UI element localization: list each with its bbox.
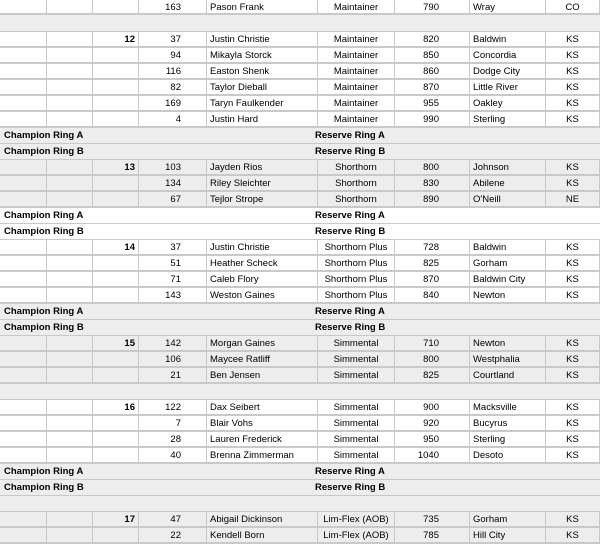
exhibitor-name-cell[interactable]: Riley Sleichter [207, 176, 318, 191]
blank-cell[interactable] [0, 32, 47, 47]
blank-cell[interactable] [47, 400, 93, 415]
class-number-cell[interactable] [93, 192, 139, 207]
breed-cell[interactable]: Simmental [318, 352, 395, 367]
class-number-cell[interactable] [93, 64, 139, 79]
ring-result-row [0, 480, 600, 496]
breed-cell[interactable]: Shorthorn [318, 160, 395, 175]
blank-cell[interactable] [47, 256, 93, 271]
state-cell[interactable]: KS [546, 48, 600, 63]
weight-cell[interactable]: 825 [395, 368, 470, 383]
exhibitor-number-cell[interactable]: 37 [139, 240, 207, 255]
blank-cell[interactable] [47, 432, 93, 447]
blank-cell[interactable] [47, 48, 93, 63]
exhibitor-name-cell[interactable]: Heather Scheck [207, 256, 318, 271]
blank-cell[interactable] [0, 80, 47, 95]
exhibitor-number-cell[interactable]: 37 [139, 32, 207, 47]
exhibitor-name-cell[interactable]: Justin Christie [207, 32, 318, 47]
exhibitor-number-cell[interactable]: 106 [139, 352, 207, 367]
blank-cell[interactable] [47, 288, 93, 303]
state-cell[interactable]: KS [546, 240, 600, 255]
exhibitor-number-cell[interactable]: 116 [139, 64, 207, 79]
ring-result-row [0, 224, 600, 240]
state-cell[interactable]: KS [546, 336, 600, 351]
exhibitor-number-cell[interactable]: 143 [139, 288, 207, 303]
ring-result-row [0, 128, 600, 144]
exhibitor-name-cell[interactable]: Taryn Faulkender [207, 96, 318, 111]
reserve-ring-label: Reserve Ring B [315, 226, 386, 237]
exhibitor-number-cell[interactable]: 94 [139, 48, 207, 63]
class-number-cell[interactable]: 16 [93, 400, 139, 415]
champion-ring-label: Champion Ring B [4, 322, 84, 333]
class-number-cell[interactable]: 15 [93, 336, 139, 351]
champion-ring-label: Champion Ring A [4, 210, 84, 221]
city-cell[interactable]: Johnson [470, 160, 546, 175]
blank-cell[interactable] [0, 160, 47, 175]
blank-cell[interactable] [47, 96, 93, 111]
city-cell[interactable]: Sterling [470, 112, 546, 127]
entry-row [0, 32, 600, 48]
weight-cell[interactable]: 785 [395, 528, 470, 543]
blank-cell[interactable] [47, 0, 93, 14]
weight-cell[interactable]: 830 [395, 176, 470, 191]
exhibitor-name-cell[interactable]: Ben Jensen [207, 368, 318, 383]
breed-cell[interactable]: Maintainer [318, 80, 395, 95]
spacer-row [0, 384, 600, 400]
ring-result-row [0, 304, 600, 320]
blank-cell[interactable] [47, 272, 93, 287]
city-cell[interactable]: Wray [470, 0, 546, 14]
class-number-cell[interactable] [93, 176, 139, 191]
entry-row [0, 288, 600, 304]
weight-cell[interactable]: 825 [395, 256, 470, 271]
blank-cell[interactable] [47, 160, 93, 175]
entry-row [0, 272, 600, 288]
exhibitor-number-cell[interactable]: 142 [139, 336, 207, 351]
champion-ring-label: Champion Ring B [4, 146, 84, 157]
class-number-cell[interactable]: 12 [93, 32, 139, 47]
class-number-cell[interactable] [93, 416, 139, 431]
champion-ring-label: Champion Ring A [4, 466, 84, 477]
breed-cell[interactable]: Maintainer [318, 48, 395, 63]
blank-cell[interactable] [0, 336, 47, 351]
entry-row [0, 176, 600, 192]
blank-cell[interactable] [0, 192, 47, 207]
class-number-cell[interactable] [93, 96, 139, 111]
breed-cell[interactable]: Simmental [318, 432, 395, 447]
champion-ring-label: Champion Ring A [4, 306, 84, 317]
exhibitor-name-cell[interactable]: Lauren Frederick [207, 432, 318, 447]
state-cell[interactable]: KS [546, 416, 600, 431]
blank-cell[interactable] [0, 112, 47, 127]
exhibitor-name-cell[interactable]: Taylor Dieball [207, 80, 318, 95]
weight-cell[interactable]: 920 [395, 416, 470, 431]
entry-row [0, 448, 600, 464]
reserve-ring-label: Reserve Ring B [315, 482, 386, 493]
state-cell[interactable]: KS [546, 64, 600, 79]
breed-cell[interactable]: Simmental [318, 368, 395, 383]
entry-row [0, 112, 600, 128]
blank-cell[interactable] [0, 256, 47, 271]
breed-cell[interactable]: Shorthorn Plus [318, 288, 395, 303]
city-cell[interactable]: Macksville [470, 400, 546, 415]
blank-cell[interactable] [47, 352, 93, 367]
city-cell[interactable]: Oakley [470, 96, 546, 111]
state-cell[interactable]: KS [546, 528, 600, 543]
entry-row [0, 368, 600, 384]
blank-cell[interactable] [0, 416, 47, 431]
blank-cell[interactable] [0, 288, 47, 303]
breed-cell[interactable]: Maintainer [318, 0, 395, 14]
state-cell[interactable]: KS [546, 352, 600, 367]
reserve-ring-label: Reserve Ring A [315, 130, 385, 141]
entry-row [0, 80, 600, 96]
state-cell[interactable]: KS [546, 112, 600, 127]
blank-cell[interactable] [0, 96, 47, 111]
class-number-cell[interactable] [93, 0, 139, 14]
exhibitor-number-cell[interactable]: 47 [139, 512, 207, 527]
city-cell[interactable]: Sterling [470, 432, 546, 447]
entry-row [0, 400, 600, 416]
exhibitor-number-cell[interactable]: 22 [139, 528, 207, 543]
city-cell[interactable]: Newton [470, 336, 546, 351]
reserve-ring-label: Reserve Ring A [315, 466, 385, 477]
breed-cell[interactable]: Maintainer [318, 32, 395, 47]
class-number-cell[interactable]: 17 [93, 512, 139, 527]
blank-cell[interactable] [47, 192, 93, 207]
blank-cell[interactable] [0, 400, 47, 415]
blank-cell[interactable] [0, 0, 47, 14]
exhibitor-number-cell[interactable]: 67 [139, 192, 207, 207]
exhibitor-number-cell[interactable]: 163 [139, 0, 207, 14]
weight-cell[interactable]: 890 [395, 192, 470, 207]
city-cell[interactable]: Baldwin [470, 32, 546, 47]
reserve-ring-label: Reserve Ring B [315, 146, 386, 157]
blank-cell[interactable] [47, 416, 93, 431]
class-number-cell[interactable] [93, 528, 139, 543]
class-number-cell[interactable] [93, 448, 139, 463]
weight-cell[interactable]: 800 [395, 160, 470, 175]
state-cell[interactable]: KS [546, 80, 600, 95]
exhibitor-name-cell[interactable]: Justin Hard [207, 112, 318, 127]
blank-cell[interactable] [47, 240, 93, 255]
breed-cell[interactable]: Simmental [318, 336, 395, 351]
breed-cell[interactable]: Shorthorn [318, 192, 395, 207]
breed-cell[interactable]: Simmental [318, 416, 395, 431]
entry-row [0, 160, 600, 176]
breed-cell[interactable]: Maintainer [318, 64, 395, 79]
blank-cell[interactable] [47, 112, 93, 127]
exhibitor-name-cell[interactable]: Easton Shenk [207, 64, 318, 79]
weight-cell[interactable]: 790 [395, 0, 470, 14]
blank-cell[interactable] [0, 272, 47, 287]
reserve-ring-label: Reserve Ring A [315, 306, 385, 317]
entry-row [0, 512, 600, 528]
entry-row [0, 432, 600, 448]
class-number-cell[interactable] [93, 272, 139, 287]
exhibitor-number-cell[interactable]: 103 [139, 160, 207, 175]
ring-result-row [0, 144, 600, 160]
exhibitor-name-cell[interactable]: Morgan Gaines [207, 336, 318, 351]
blank-cell[interactable] [47, 64, 93, 79]
city-cell[interactable]: Little River [470, 80, 546, 95]
breed-cell[interactable]: Maintainer [318, 96, 395, 111]
class-number-cell[interactable] [93, 112, 139, 127]
weight-cell[interactable]: 710 [395, 336, 470, 351]
ring-result-row [0, 320, 600, 336]
exhibitor-name-cell[interactable]: Blair Vohs [207, 416, 318, 431]
city-cell[interactable]: Dodge City [470, 64, 546, 79]
exhibitor-name-cell[interactable]: Caleb Flory [207, 272, 318, 287]
exhibitor-number-cell[interactable]: 28 [139, 432, 207, 447]
exhibitor-name-cell[interactable]: Weston Gaines [207, 288, 318, 303]
state-cell[interactable]: NE [546, 192, 600, 207]
breed-cell[interactable]: Simmental [318, 400, 395, 415]
state-cell[interactable]: KS [546, 160, 600, 175]
exhibitor-name-cell[interactable]: Dax Seibert [207, 400, 318, 415]
entry-row [0, 416, 600, 432]
exhibitor-name-cell[interactable]: Brenna Zimmerman [207, 448, 318, 463]
weight-cell[interactable]: 900 [395, 400, 470, 415]
exhibitor-number-cell[interactable]: 51 [139, 256, 207, 271]
state-cell[interactable]: KS [546, 368, 600, 383]
champion-ring-label: Champion Ring A [4, 130, 84, 141]
city-cell[interactable]: Baldwin [470, 240, 546, 255]
entry-row [0, 0, 600, 15]
state-cell[interactable]: KS [546, 448, 600, 463]
exhibitor-name-cell[interactable]: Abigail Dickinson [207, 512, 318, 527]
state-cell[interactable]: KS [546, 512, 600, 527]
city-cell[interactable]: Gorham [470, 512, 546, 527]
blank-cell[interactable] [0, 48, 47, 63]
exhibitor-number-cell[interactable]: 40 [139, 448, 207, 463]
blank-cell[interactable] [47, 512, 93, 527]
spacer-row [0, 15, 600, 32]
exhibitor-number-cell[interactable]: 134 [139, 176, 207, 191]
reserve-ring-label: Reserve Ring B [315, 322, 386, 333]
state-cell[interactable]: KS [546, 96, 600, 111]
exhibitor-name-cell[interactable]: Pason Frank [207, 0, 318, 14]
weight-cell[interactable]: 870 [395, 272, 470, 287]
state-cell[interactable]: KS [546, 400, 600, 415]
exhibitor-number-cell[interactable]: 4 [139, 112, 207, 127]
exhibitor-name-cell[interactable]: Maycee Ratliff [207, 352, 318, 367]
class-number-cell[interactable] [93, 432, 139, 447]
entry-row [0, 352, 600, 368]
entry-row [0, 528, 600, 544]
exhibitor-number-cell[interactable]: 169 [139, 96, 207, 111]
exhibitor-name-cell[interactable]: Tejlor Strope [207, 192, 318, 207]
weight-cell[interactable]: 870 [395, 80, 470, 95]
weight-cell[interactable]: 950 [395, 432, 470, 447]
blank-cell[interactable] [0, 528, 47, 543]
city-cell[interactable]: Westphalia [470, 352, 546, 367]
exhibitor-name-cell[interactable]: Mikayla Storck [207, 48, 318, 63]
blank-cell[interactable] [0, 368, 47, 383]
breed-cell[interactable]: Shorthorn Plus [318, 240, 395, 255]
class-number-cell[interactable] [93, 288, 139, 303]
city-cell[interactable]: Baldwin City [470, 272, 546, 287]
blank-cell[interactable] [0, 448, 47, 463]
state-cell[interactable]: KS [546, 32, 600, 47]
state-cell[interactable]: CO [546, 0, 600, 14]
city-cell[interactable]: Newton [470, 288, 546, 303]
exhibitor-number-cell[interactable]: 21 [139, 368, 207, 383]
blank-cell[interactable] [47, 32, 93, 47]
weight-cell[interactable]: 728 [395, 240, 470, 255]
state-cell[interactable]: KS [546, 432, 600, 447]
entry-row [0, 240, 600, 256]
entry-row [0, 48, 600, 64]
entry-row [0, 96, 600, 112]
blank-cell[interactable] [0, 64, 47, 79]
city-cell[interactable]: Hill City [470, 528, 546, 543]
entry-row [0, 336, 600, 352]
weight-cell[interactable]: 860 [395, 64, 470, 79]
ring-result-row [0, 208, 600, 224]
blank-cell[interactable] [47, 336, 93, 351]
exhibitor-number-cell[interactable]: 122 [139, 400, 207, 415]
weight-cell[interactable]: 955 [395, 96, 470, 111]
city-cell[interactable]: Abilene [470, 176, 546, 191]
city-cell[interactable]: Bucyrus [470, 416, 546, 431]
city-cell[interactable]: Courtland [470, 368, 546, 383]
city-cell[interactable]: O'Neill [470, 192, 546, 207]
weight-cell[interactable]: 735 [395, 512, 470, 527]
breed-cell[interactable]: Simmental [318, 448, 395, 463]
blank-cell[interactable] [47, 368, 93, 383]
blank-cell[interactable] [0, 176, 47, 191]
blank-cell[interactable] [0, 512, 47, 527]
exhibitor-name-cell[interactable]: Kendell Born [207, 528, 318, 543]
reserve-ring-label: Reserve Ring A [315, 210, 385, 221]
breed-cell[interactable]: Shorthorn Plus [318, 256, 395, 271]
blank-cell[interactable] [47, 448, 93, 463]
breed-cell[interactable]: Lim-Flex (AOB) [318, 512, 395, 527]
breed-cell[interactable]: Shorthorn Plus [318, 272, 395, 287]
blank-cell[interactable] [0, 240, 47, 255]
exhibitor-number-cell[interactable]: 71 [139, 272, 207, 287]
spacer-row [0, 496, 600, 512]
ring-result-row [0, 464, 600, 480]
state-cell[interactable]: KS [546, 176, 600, 191]
class-number-cell[interactable] [93, 352, 139, 367]
blank-cell[interactable] [47, 528, 93, 543]
state-cell[interactable]: KS [546, 256, 600, 271]
exhibitor-number-cell[interactable]: 7 [139, 416, 207, 431]
weight-cell[interactable]: 840 [395, 288, 470, 303]
city-cell[interactable]: Desoto [470, 448, 546, 463]
weight-cell[interactable]: 1040 [395, 448, 470, 463]
city-cell[interactable]: Gorham [470, 256, 546, 271]
breed-cell[interactable]: Lim-Flex (AOB) [318, 528, 395, 543]
class-number-cell[interactable]: 13 [93, 160, 139, 175]
class-number-cell[interactable] [93, 48, 139, 63]
weight-cell[interactable]: 820 [395, 32, 470, 47]
class-number-cell[interactable] [93, 80, 139, 95]
entry-row [0, 256, 600, 272]
city-cell[interactable]: Concordia [470, 48, 546, 63]
entry-row [0, 64, 600, 80]
entry-row [0, 192, 600, 208]
state-cell[interactable]: KS [546, 272, 600, 287]
exhibitor-name-cell[interactable]: Jayden Rios [207, 160, 318, 175]
blank-cell[interactable] [0, 352, 47, 367]
champion-ring-label: Champion Ring B [4, 226, 84, 237]
weight-cell[interactable]: 800 [395, 352, 470, 367]
exhibitor-name-cell[interactable]: Justin Christie [207, 240, 318, 255]
class-number-cell[interactable]: 14 [93, 240, 139, 255]
blank-cell[interactable] [47, 80, 93, 95]
class-number-cell[interactable] [93, 368, 139, 383]
weight-cell[interactable]: 850 [395, 48, 470, 63]
exhibitor-number-cell[interactable]: 82 [139, 80, 207, 95]
blank-cell[interactable] [47, 176, 93, 191]
blank-cell[interactable] [0, 432, 47, 447]
class-number-cell[interactable] [93, 256, 139, 271]
champion-ring-label: Champion Ring B [4, 482, 84, 493]
breed-cell[interactable]: Shorthorn [318, 176, 395, 191]
state-cell[interactable]: KS [546, 288, 600, 303]
breed-cell[interactable]: Maintainer [318, 112, 395, 127]
weight-cell[interactable]: 990 [395, 112, 470, 127]
